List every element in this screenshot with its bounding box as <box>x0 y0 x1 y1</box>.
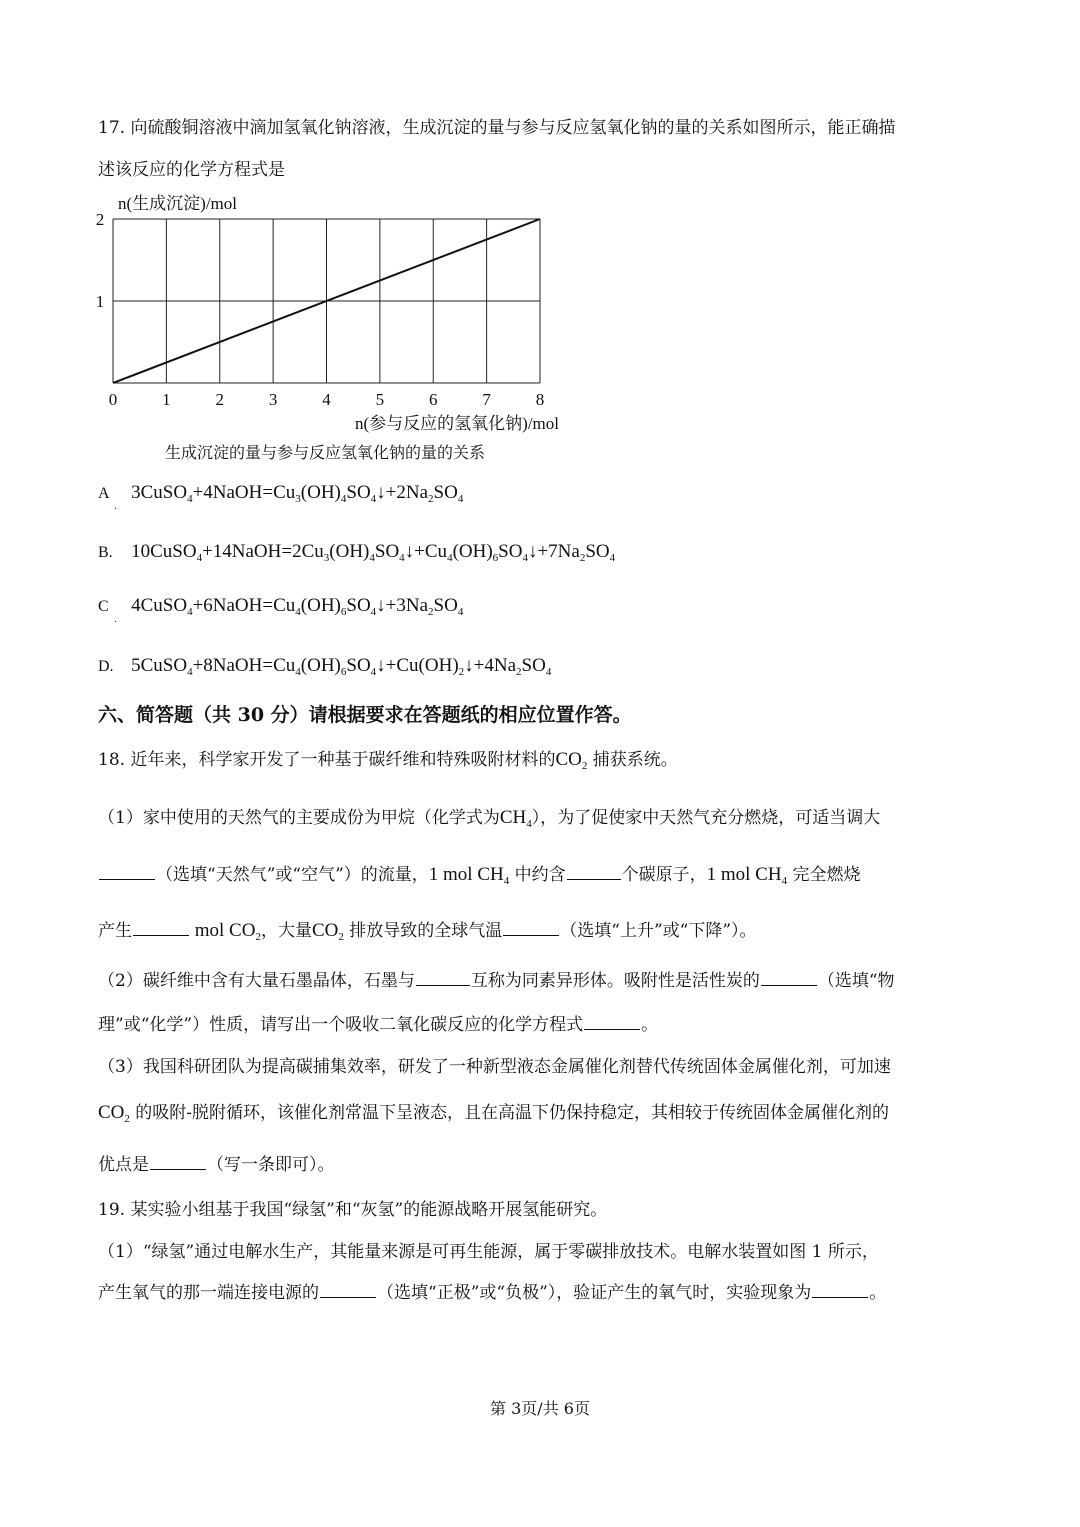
option-c-dot: · <box>114 617 118 628</box>
y-axis-label: n(生成沉淀)/mol <box>118 194 237 213</box>
precipitate-chart <box>90 188 610 468</box>
answer-blank[interactable] <box>503 934 559 936</box>
q18-part3-line2: $CO_2$ 的吸附-脱附循环，该催化剂常温下呈液态，且在高温下仍保持稳定，其相较于传统固体金属催化剂的 <box>98 1102 890 1125</box>
q18-part2-line2: 理”或“化学”）性质，请写出一个吸收二氧化碳反应的化学方程式 。 <box>98 1015 659 1035</box>
section-6-heading: 六、简答题（共 30 分）请根据要求在答题纸的相应位置作答。 <box>98 704 632 726</box>
option-b[interactable] <box>98 541 615 563</box>
x-tick-label: 8 <box>535 390 545 409</box>
q19-part1-line1: （1）“绿氢”通过电解水生产，其能量来源是可再生能源，属于零碳排放技术。电解水装置如图 1 所示， <box>98 1242 879 1262</box>
option-a-letter: A <box>98 485 110 502</box>
chart-caption: 生成沉淀的量与参与反应氢氧化钠的量的关系 <box>165 443 486 462</box>
x-tick-label: 2 <box>215 390 224 409</box>
q18-intro-formula: $CO_2$ <box>555 749 588 772</box>
answer-blank[interactable] <box>584 1028 640 1030</box>
answer-blank[interactable] <box>812 1296 868 1298</box>
option-c-letter: C <box>98 598 109 615</box>
q18-part2-line1: （2）碳纤维中含有大量石墨晶体，石墨与 互称为同素异形体。吸附性是活性炭的 （选填“物 <box>98 971 895 991</box>
q18-part1-line2: （选填“天然气”或“空气”）的流量，1 mol $CH_4$ 中约含 个碳原子，1 mol $CH_4$ 完全燃烧 <box>98 860 860 886</box>
answer-blank[interactable] <box>133 934 189 936</box>
option-a-dot: · <box>114 504 118 515</box>
q17-line-2: 述该反应的化学方程式是 <box>98 160 285 180</box>
x-tick-label: 3 <box>268 390 278 409</box>
option-a[interactable] <box>98 482 464 515</box>
option-d[interactable] <box>98 655 551 677</box>
q18-part3-line1: （3）我国科研团队为提高碳捕集效率，研发了一种新型液态金属催化剂替代传统固体金属催化剂，可加速 <box>98 1057 891 1077</box>
q19-intro: 19. 某实验小组基于我国“绿氢”和“灰氢”的能源战略开展氢能研究。 <box>98 1200 608 1220</box>
answer-blank[interactable] <box>567 878 621 880</box>
option-d-letter: D. <box>98 658 114 675</box>
x-tick-label: 5 <box>375 390 385 409</box>
q18-intro-tail: 捕获系统。 <box>587 750 678 770</box>
answer-blank[interactable] <box>320 1296 376 1298</box>
q18-intro-text: 18. 近年来，科学家开发了一种基于碳纤维和特殊吸附材料的 <box>98 750 556 770</box>
q18-part1-line1: （1）家中使用的天然气的主要成份为甲烷（化学式为$CH_4$），为了促使家中天然气充分燃烧，可适当调大 <box>98 807 881 830</box>
q18-part3-line3: 优点是 （写一条即可）。 <box>98 1155 335 1175</box>
x-tick-label: 4 <box>322 390 331 409</box>
q17-line-1: 17. 向硫酸铜溶液中滴加氢氧化钠溶液，生成沉淀的量与参与反应氢氧化钠的量的关系如图所示，能正确描 <box>98 118 896 138</box>
option-c[interactable] <box>98 595 464 628</box>
answer-blank[interactable] <box>416 984 470 986</box>
option-b-letter: B. <box>98 544 113 561</box>
option-a-formula: $3CuSO_4+4NaOH=Cu_3(OH)_4SO_4↓+2Na_2SO_4$ <box>131 482 464 505</box>
option-b-formula: $10CuSO_4+14NaOH=2Cu_3(OH)_4SO_4↓+Cu_4(OH)_6SO_4↓+7Na_2SO_4$ <box>131 541 616 564</box>
y-tick-label: 1 <box>95 292 105 311</box>
y-tick-label: 2 <box>95 210 105 229</box>
q18-part1-line3: 产生 mol $CO_2$，大量$CO_2$ 排放导致的全球气温 （选填“上升”或“下降”）。 <box>98 920 757 943</box>
q19-part1-line2: 产生氧气的那一端连接电源的 （选填“正极”或“负极”），验证产生的氧气时，实验现象为 。 <box>98 1283 887 1303</box>
answer-blank[interactable] <box>99 878 155 880</box>
x-tick-label: 7 <box>482 390 491 409</box>
x-tick-label: 6 <box>429 390 438 409</box>
x-axis-label: n(参与反应的氢氧化钠)/mol <box>355 414 559 433</box>
answer-blank[interactable] <box>761 984 817 986</box>
option-d-formula: $5CuSO_4+8NaOH=Cu_4(OH)_6SO_4↓+Cu(OH)_2↓+4Na_2SO_4$ <box>131 655 552 678</box>
q18-intro <box>98 745 678 771</box>
option-c-formula: $4CuSO_4+6NaOH=Cu_4(OH)_6SO_4↓+3Na_2SO_4$ <box>131 595 464 618</box>
page-footer: 第 3页/共 6页 <box>490 1399 590 1418</box>
x-tick-label: 0 <box>108 390 118 409</box>
x-tick-label: 1 <box>162 390 171 409</box>
answer-blank[interactable] <box>150 1168 206 1170</box>
